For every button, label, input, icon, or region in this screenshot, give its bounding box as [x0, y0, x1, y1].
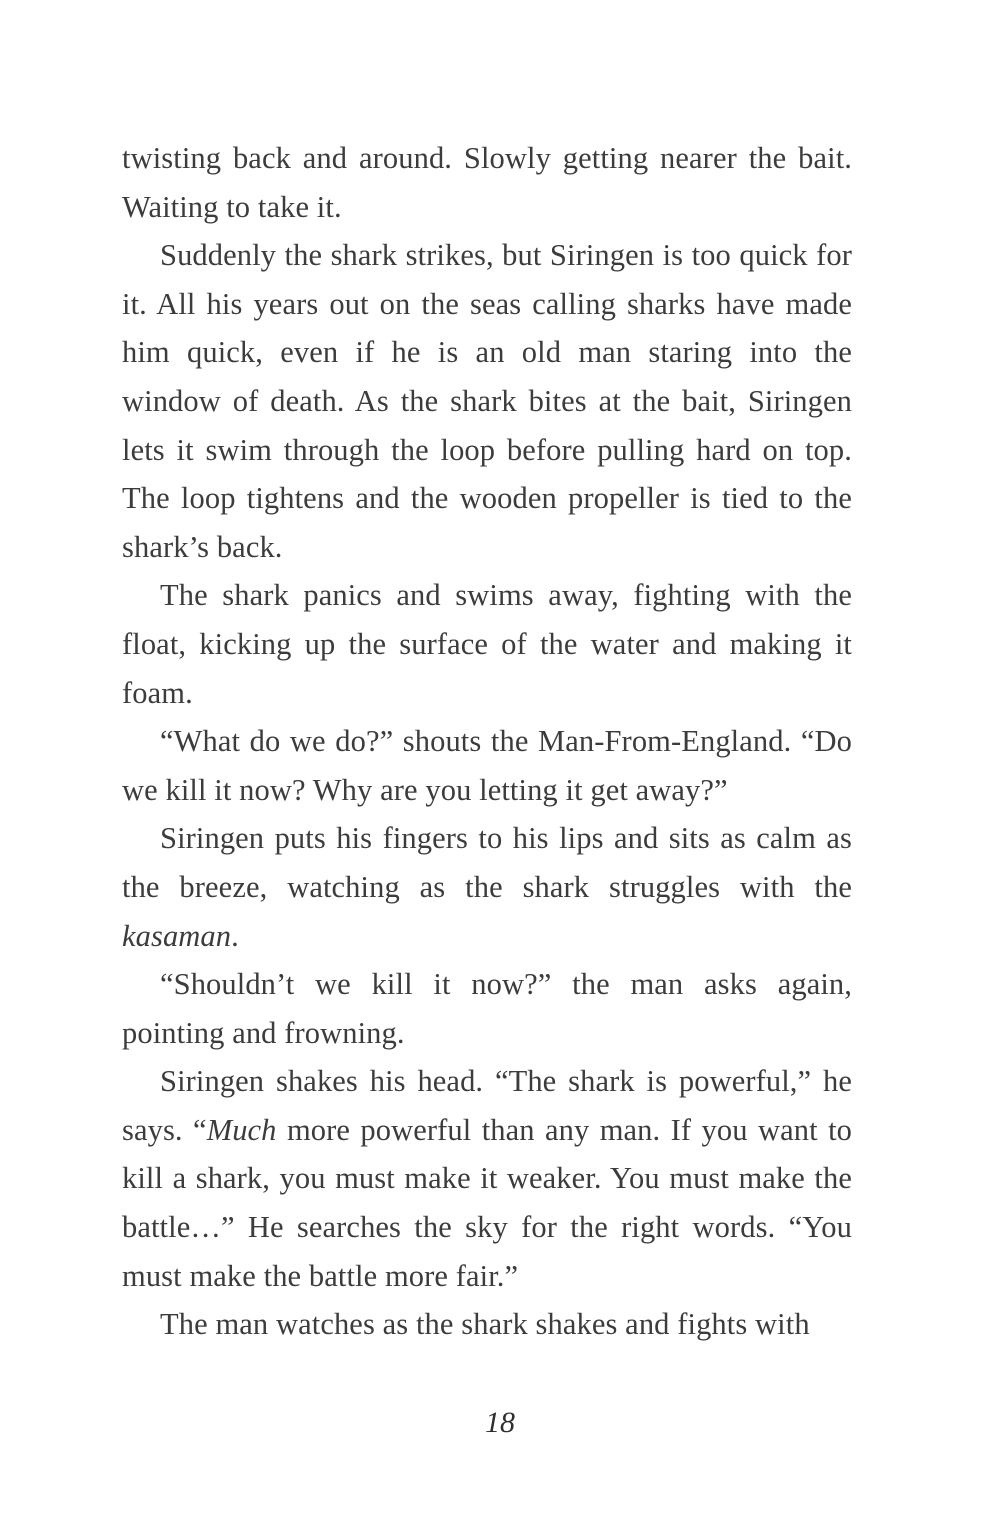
page-number: 18 — [485, 1406, 515, 1439]
paragraph — [122, 814, 852, 960]
paragraph — [122, 571, 852, 717]
italic-word: kasaman — [122, 918, 232, 953]
paragraph-text: Siringen puts his fingers to his lips and sits as calm as the breeze, watching as the shark struggles with the — [122, 821, 852, 904]
paragraph — [122, 960, 852, 1057]
italic-word: Much — [206, 1112, 277, 1147]
paragraph-text: “What do we do?” shouts the Man-From-England. “Do we kill it now? Why are you letting it get away?” — [122, 724, 852, 807]
paragraph-text: The man watches as the shark shakes and fights with — [160, 1307, 810, 1342]
paragraph-text: more powerful than any man. If you want to kill a shark, you must make it weaker. You must make the battle…” He searches the sky for the right words. “You must make the battle more fair.” — [122, 1112, 853, 1293]
paragraph — [122, 1057, 852, 1300]
paragraph — [122, 1300, 852, 1349]
paragraph — [122, 134, 852, 231]
paragraph-text: The shark panics and swims away, fighting with the float, kicking up the surface of the water and making it foam. — [122, 578, 852, 710]
paragraph — [122, 717, 852, 814]
paragraph-text: Siringen shakes his head. “The shark is powerful,” he says. “ — [122, 1064, 852, 1147]
body-text — [122, 134, 852, 1349]
paragraph-text: Suddenly the shark strikes, but Siringen is too quick for it. All his years out on the seas calling sharks have made him quick, even if he is an old man staring into the window of death. As the shark bites at the bait, Siringen lets it swim through the loop before pulling hard on top. The loop tightens and the wooden propeller is tied to the shark’s back. — [122, 238, 852, 564]
paragraph-text: twisting back and around. Slowly getting nearer the bait. Waiting to take it. — [122, 141, 852, 224]
paragraph — [122, 231, 852, 571]
paragraph-text: “Shouldn’t we kill it now?” the man asks again, pointing and frowning. — [122, 967, 852, 1050]
paragraph-text: . — [231, 918, 239, 953]
